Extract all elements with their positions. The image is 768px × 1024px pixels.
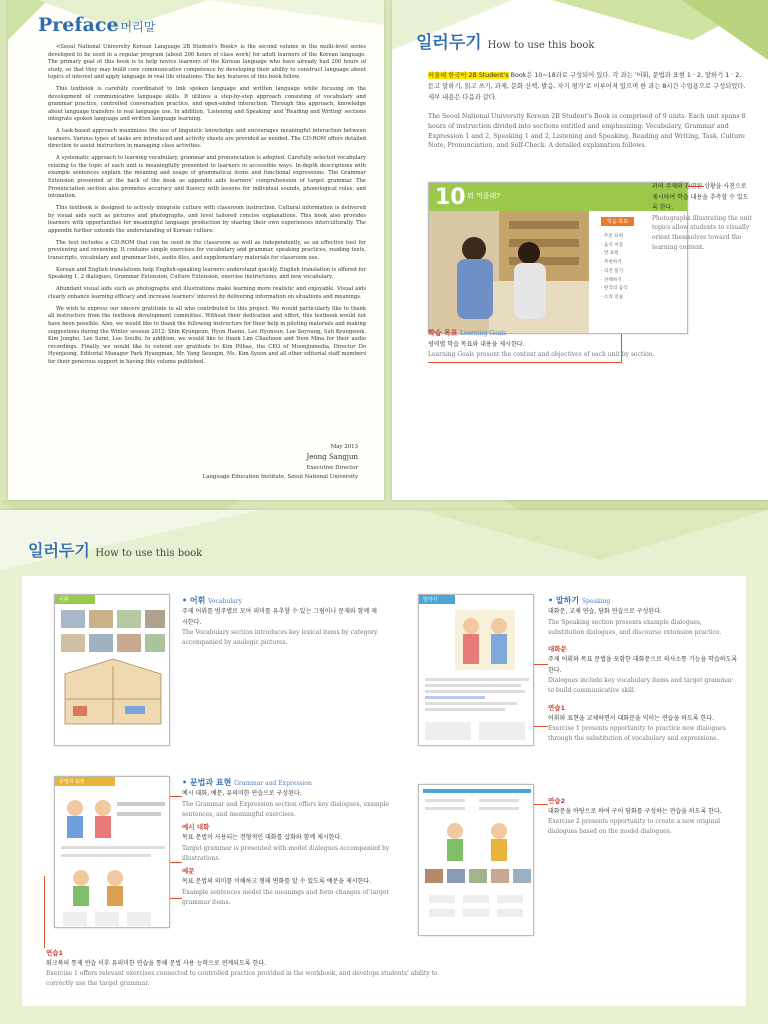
howto-intro-en: The Seoul National University Korean 2B Student's Book is comprised of 9 units. Each unit spans 8 hours of instruction divided into sections entitled and emphasizing: Vocabulary, Grammar and Expression 1 and 2, Speaking 1 and 2, Listening and Speaking, Reading and Writing, Task, Culture Note, Pronunciation, and Self-Check. A detailed explanation follows. (428, 113, 746, 150)
preface-paragraph: Korean and English translations help English-speaking learners understand quickly. English translation is offered for Speaking 1, 2 dialogues, Grammar Extension, Culture Extension, exercise instructions, and new vocabulary. (48, 266, 366, 281)
preface-body (48, 44, 366, 371)
vocabulary-callout: • 어휘 Vocabulary 주제 어휘를 범주별로 모아 의미를 유추할 수 있는 그림이나 문제와 함께 제시한다. The Vocabulary section introduces key lexical items by category accompanied by analogic pictures. (182, 596, 378, 647)
unit-title: 뭐 먹을래? (467, 192, 500, 200)
callout-line (428, 362, 622, 363)
vocabulary-pictures (55, 604, 170, 746)
highlighted-text: 서울대 한국어 2B Student's (428, 72, 509, 79)
callout-line (534, 804, 548, 805)
preface-date: May 2013 (330, 444, 358, 450)
callout-line (534, 664, 548, 665)
grammar-thumbnail: 문법과 표현 (54, 776, 170, 928)
preface-page (8, 0, 384, 500)
callout-line (170, 862, 182, 863)
speaking-practice2-callout: 연습2 대화문을 바탕으로 하여 구어 담화를 구성하는 연습을 하도록 한다. Exercise 2 presents opportunity to create a new original dialogues based on the model dialogues. (548, 797, 722, 836)
learning-goals-callout: 학습 목표 Learning Goals 영역별 학습 목표와 내용을 제시한다. Learning Goals present the content and objectives of each unit by section. (428, 329, 655, 359)
preface-title: Preface 머리말 (38, 14, 156, 36)
unit-opener-thumbnail (428, 182, 688, 334)
howto-page-1 (392, 0, 768, 500)
speaking-illustration (419, 604, 534, 746)
howto-title-2: 일러두기 How to use this book (28, 541, 203, 560)
signer-title: Executive Director (306, 465, 358, 472)
goals-badge: 학습 목표 (601, 217, 634, 226)
preface-paragraph: This textbook is carefully coordinated to link spoken language and written language while focusing on the development of communicative language skills. It utilizes a step-by-step approach consisting of vocabulary and grammar practice, controlled conversation practice, and open-ended interaction. Through this approach, knowledge about language transfers to real language use. In addition, 'Listening and Speaking' and 'Reading and Writing' sections integrate spoken language and written language learning. (48, 86, 366, 123)
howto-title: 일러두기 How to use this book (416, 33, 595, 53)
preface-paragraph: A systematic approach to learning vocabulary, grammar and pronunciation is adopted. Carefully selected vocabulary relating to the topic of each unit is meaningfully presented to learners in accessible ways. In-depth descriptions with example sentences explain the meaning and usage of grammatical items and functional expressions. The Grammar Extension presented at the back of the book as appendix aids learners' comprehension of target grammar. The Pronunciation section also promotes accuracy and fluency with lessons for individual sounds, phonological rules, and intonation. (48, 155, 366, 200)
speaking-callout: • 말하기 Speaking 대화문, 교체 연습, 담화 연습으로 구성된다. The Speaking section presents example dialogues, substitution dialogues, and discourse extension practice. 대화문 주제 어휘와 목표 문법을 포함한 대화문으로 의사소통 기능을 학습하도록 한다. Dialogues include key vocabulary items and target grammar to build communicative skill. 연습1 어휘와 표현을 교체하면서 대화문을 익히는 연습을 하도록 한다. Exercise 1 presents opportunity to practice new dialogues through the substitution of vocabulary and expressions. (548, 596, 738, 743)
speaking-practice-illustration (419, 785, 534, 936)
callout-line (170, 898, 182, 899)
callout-line (534, 726, 548, 727)
howto-content-panel (22, 576, 746, 1006)
grammar-callout: • 문법과 표현 Grammar and Expression 예시 대화, 예문, 유의미한 연습으로 구성된다. The Grammar and Expression section offers key dialogues, example sentences, and meaningful exercises. 예시 대화 목표 문법이 사용되는 전형적인 대화를 삽화와 함께 제시한다. Target grammar is presented with model dialogues accompanied by illustrations. 예문 목표 문법의 의미를 이해하고 형태 변화를 알 수 있도록 예문을 제시한다. Example sentences model the meanings and form changes of target grammar items. (182, 778, 390, 906)
howto-intro-ko: 서울대 한국어 2B Student's Book은 10~18과로 구성되어 있다. 각 과는 '어휘, 문법과 표현 1 · 2, 말하기 1 · 2, 듣고 말하기, 읽고 쓰기, 과제, 문화 산책, 발음, 자기 평가'로 이루어져 있으며 한 과는 8시간 수업용으로 구성되었다. 세부 내용은 다음과 같다. (428, 72, 746, 102)
signer-name: Jeong Sangjun (306, 453, 358, 462)
preface-paragraph: <Seoul National University Korean Language 2B Student's Book> is the second volume in the multi-level series developed to be used in a regular program (about 200 hours of class work) for adult learners of the Korean language. The primary goal of this book is to help novice learners of the Korean language who have already had 200 hours of study, so that they may build core communicative competence by developing their ability to construct language about topics of interest and apply language in real life situations. The key features of this book follow. (48, 44, 366, 81)
photo-callout: 과의 주제와 관련된 상황을 사진으로 제시하여 학습 내용을 추측할 수 있도록 한다. Photographs illustrating the unit topics allow students to visually orient themselves toward the learning content. (652, 183, 752, 252)
signer-institution: Language Education Institute, Seoul National University (202, 474, 358, 481)
preface-paragraph: Abundant visual aids such as photographs and illustrations make learning more realistic and enjoyable. Visual aids clearly enhance learning efficacy and increase learners' interest by delivering information on situations and meanings. (48, 286, 366, 300)
grammar-practice-callout: 연습1 워크북의 통제 연습 이후 유의미한 연습을 통해 문법 사용 능력으로 연계되도록 한다. Exercise 1 offers relevant exercises connected to controlled practice provided in the workbook, and develops students' ability to correctly use the target grammar. (46, 949, 438, 988)
preface-paragraph: A task-based approach maximizes the use of linguistic knowledge and encourages meaningful interaction between learners. Various types of tasks are introduced and activity sheets are provided as needed. The CD-ROM offers detailed direction to assist instructors in managing class activities. (48, 128, 366, 150)
preface-signature (203, 443, 358, 482)
grammar-illustration (55, 786, 170, 928)
preface-paragraph: The text includes a CD-ROM that can be used in the classroom as well as independently, as an effective tool for previewing and reviewing. It contains simple exercises for vocabulary and grammar, speaking practices, reading texts, transcripts, vocabulary and grammar lists, audio files, and supplementary materials for classroom use. (48, 239, 366, 261)
speaking-thumbnail-1: 말하기 (418, 594, 534, 746)
unit-photo (429, 211, 589, 334)
preface-paragraph: We wish to express our sincere gratitude to all who contributed to this project. We would particularly like to thank all instructors from the textbook development committee. Without their dedication and effort, this textbook would not have been possible. Also, we would like to thank the following instructors for their help in piloting materials and making suggestions during the Winter session 2012: Shin Kyungeun, Hyun Haemi, Lee Hyunsun, Lee Soyoung, Suh Kyungsook, Kim Jongho, Lee Sumi, Lee Soulbi. In addition, we would like to thank Lim Chaehoon and Yoon Mina for their audio recordings. Finally, we would like to extend our gratitude to Kim Pilhae, the CEO of Moonjinmedia, Director Do Hyunjeong, Editorial Manager Park Hyangman, Mr. Yang Seungin, Ms. Kim Syeon and all other editorial staff members for their generous support in having this volume published. (48, 305, 366, 365)
callout-line (170, 796, 182, 797)
speaking-thumbnail-2 (418, 784, 534, 936)
preface-paragraph: This textbook is designed to actively integrate culture with classroom instruction. Cultural information is delivered by visual aids such as pictures and photographs, and level tailored concise explanations. This book also provides learners with opportunities for meaningful language production by sharing their own experiences interculturally. The appendix further extends the understanding of Korean culture. (48, 205, 366, 234)
unit-number: 10 (435, 185, 466, 210)
vocabulary-thumbnail: 어휘 (54, 594, 170, 746)
callout-line (44, 876, 45, 948)
howto-page-2 (0, 510, 768, 1024)
goals-list: · 주문 표현 · 음식 이름 · 맛 표현 · 추천하기 · 의견 묻기 · 선택하기 · 한국의 음식 · 소리 연습 (601, 234, 628, 301)
